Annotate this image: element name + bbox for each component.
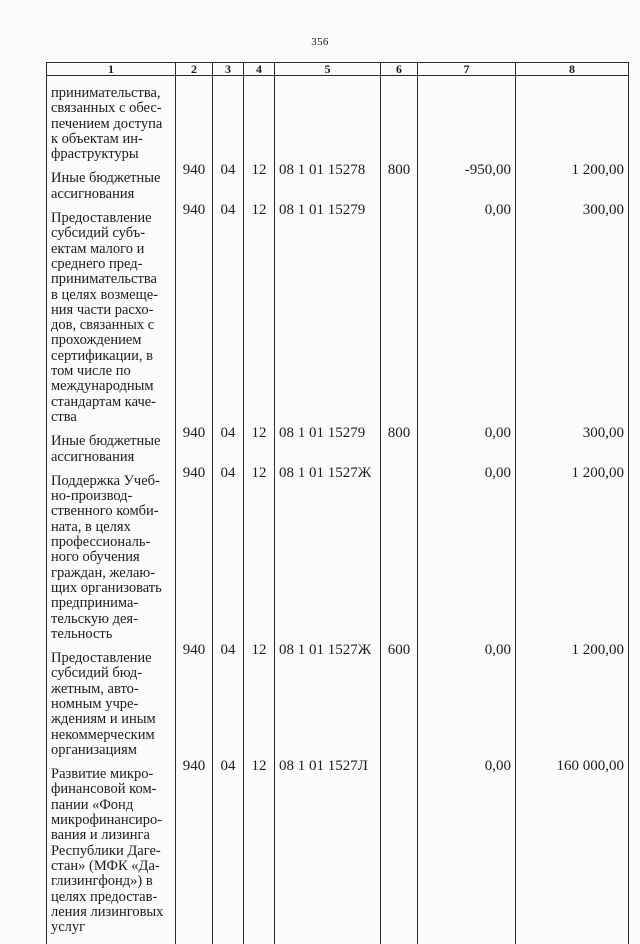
cell-target-article: 08 1 01 15279 — [275, 202, 381, 425]
cell-amount-change: 0,00 — [418, 642, 516, 758]
cell-target-article: 08 1 01 15279 — [275, 425, 381, 465]
cell-expense-type: 600 — [381, 642, 418, 758]
cell-subsection: 12 — [244, 162, 275, 202]
cell-admin-code: 940 — [176, 642, 213, 758]
budget-table — [46, 62, 629, 944]
cell-expense-type — [381, 202, 418, 425]
col-header-6: 6 — [381, 63, 418, 76]
row-description: Иные бюджетные ассигнования — [47, 425, 176, 465]
row-description: Развитие микро- финансовой ком- пании «Фонд микрофинансиро- вания и лизинга Республики Даге- стан» (МФК «Да- глизингфонд») в целях предостав- ления лизинговых услуг — [47, 758, 176, 944]
cell-section: 04 — [213, 202, 244, 425]
cell-admin-code: 940 — [176, 758, 213, 944]
cell-subsection: 12 — [244, 425, 275, 465]
cell-expense-type: 800 — [381, 425, 418, 465]
cell-subsection: 12 — [244, 465, 275, 642]
cell-section: 04 — [213, 425, 244, 465]
cell-section: 04 — [213, 642, 244, 758]
cell-target-article: 08 1 01 1527Ж — [275, 465, 381, 642]
cell-subsection: 12 — [244, 642, 275, 758]
cell-amount-total: 300,00 — [516, 202, 629, 425]
cell-admin-code: 940 — [176, 162, 213, 202]
col-header-8: 8 — [516, 63, 629, 76]
table-header-row — [47, 63, 629, 76]
row-description: Предоставление субсидий субъ- ектам малого и среднего пред- принимательства в целях возмеще- ния части расхо- дов, связанных с прохождением сертификации, в том числе по международным стандартам каче- ства — [47, 202, 176, 425]
cell-expense-type — [381, 465, 418, 642]
table-row — [47, 162, 629, 202]
cell-expense-type: 800 — [381, 162, 418, 202]
cell-subsection: 12 — [244, 202, 275, 425]
cell-amount-change: 0,00 — [418, 758, 516, 944]
table-row — [47, 76, 629, 163]
cell-section: 04 — [213, 758, 244, 944]
cell-amount-total: 160 000,00 — [516, 758, 629, 944]
cell-amount-change — [418, 76, 516, 163]
cell-admin-code: 940 — [176, 425, 213, 465]
table-row — [47, 202, 629, 425]
col-header-2: 2 — [176, 63, 213, 76]
cell-subsection — [244, 76, 275, 163]
col-header-4: 4 — [244, 63, 275, 76]
row-description: принимательства, связанных с обес- печением доступа к объектам ин- фраструктуры — [47, 76, 176, 163]
cell-amount-total — [516, 76, 629, 163]
table-row — [47, 425, 629, 465]
table-row — [47, 642, 629, 758]
cell-admin-code: 940 — [176, 465, 213, 642]
cell-target-article: 08 1 01 1527Л — [275, 758, 381, 944]
table-row — [47, 758, 629, 944]
cell-subsection: 12 — [244, 758, 275, 944]
cell-target-article: 08 1 01 1527Ж — [275, 642, 381, 758]
cell-section: 04 — [213, 465, 244, 642]
cell-target-article — [275, 76, 381, 163]
row-description: Иные бюджетные ассигнования — [47, 162, 176, 202]
row-description: Предоставление субсидий бюд- жетным, авто- номным учре- ждениям и иным некоммерческим организациям — [47, 642, 176, 758]
cell-expense-type — [381, 758, 418, 944]
cell-amount-change: 0,00 — [418, 202, 516, 425]
cell-amount-change: -950,00 — [418, 162, 516, 202]
row-description: Поддержка Учеб- но-производ- ственного комби- ната, в целях профессиональ- ного обучения граждан, желаю- щих организовать предпринима- тельскую дея- тельность — [47, 465, 176, 642]
cell-amount-change: 0,00 — [418, 465, 516, 642]
cell-target-article: 08 1 01 15278 — [275, 162, 381, 202]
table-row — [47, 465, 629, 642]
cell-amount-total: 300,00 — [516, 425, 629, 465]
col-header-7: 7 — [418, 63, 516, 76]
col-header-3: 3 — [213, 63, 244, 76]
col-header-5: 5 — [275, 63, 381, 76]
cell-section — [213, 76, 244, 163]
cell-amount-change: 0,00 — [418, 425, 516, 465]
cell-amount-total: 1 200,00 — [516, 642, 629, 758]
cell-admin-code: 940 — [176, 202, 213, 425]
col-header-1: 1 — [47, 63, 176, 76]
cell-admin-code — [176, 76, 213, 163]
cell-section: 04 — [213, 162, 244, 202]
cell-expense-type — [381, 76, 418, 163]
cell-amount-total: 1 200,00 — [516, 465, 629, 642]
page-number: 356 — [311, 36, 329, 48]
cell-amount-total: 1 200,00 — [516, 162, 629, 202]
